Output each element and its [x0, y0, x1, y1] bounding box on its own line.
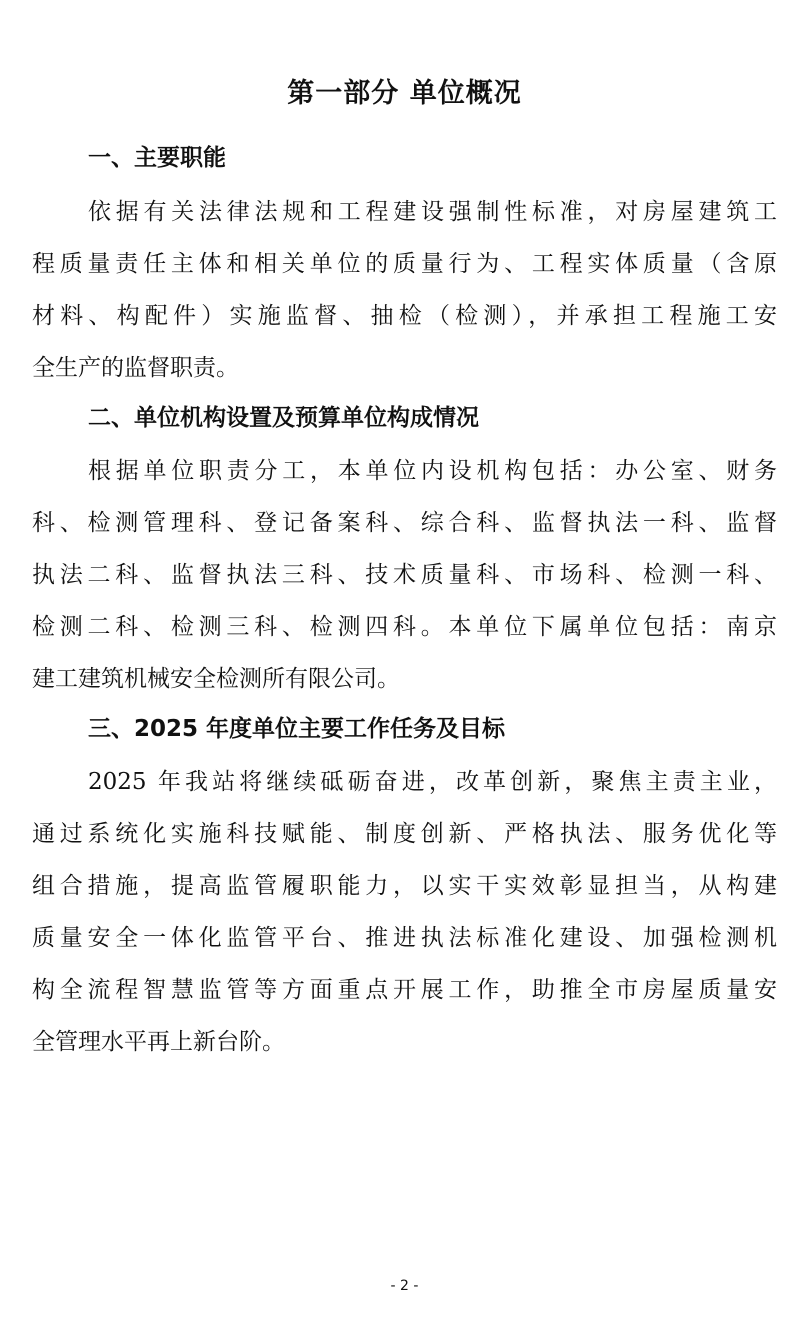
page-title: 第一部分 单位概况 [287, 78, 522, 109]
paragraph-line: 执法二科、监督执法三科、技术质量科、市场科、检测一科、 [32, 562, 777, 588]
paragraph-line: 构全流程智慧监管等方面重点开展工作，助推全市房屋质量安 [32, 977, 777, 1003]
paragraph-line: 2025 年我站将继续砥砺奋进，改革创新，聚焦主责主业， [88, 769, 777, 795]
paragraph-line: 通过系统化实施科技赋能、制度创新、严格执法、服务优化等 [32, 821, 777, 847]
paragraph-line: 依据有关法律法规和工程建设强制性标准，对房屋建筑工 [88, 199, 777, 225]
paragraph-line: 根据单位职责分工，本单位内设机构包括：办公室、财务 [88, 458, 777, 484]
paragraph-line: 材料、构配件）实施监督、抽检（检测），并承担工程施工安 [32, 303, 777, 329]
page-number: - 2 - [390, 1278, 419, 1294]
paragraph-line: 科、检测管理科、登记备案科、综合科、监督执法一科、监督 [32, 510, 777, 536]
paragraph-line: 检测二科、检测三科、检测四科。本单位下属单位包括：南京 [32, 614, 777, 640]
paragraph-line: 全生产的监督职责。 [32, 355, 239, 381]
paragraph-line: 质量安全一体化监管平台、推进执法标准化建设、加强检测机 [32, 925, 777, 951]
paragraph-line: 全管理水平再上新台阶。 [32, 1029, 285, 1055]
paragraph-line: 程质量责任主体和相关单位的质量行为、工程实体质量（含原 [32, 251, 777, 277]
section-heading-main-functions: 一、主要职能 [88, 145, 226, 171]
paragraph-line: 建工建筑机械安全检测所有限公司。 [32, 666, 400, 692]
section-heading-annual-tasks: 三、2025 年度单位主要工作任务及目标 [88, 716, 506, 742]
paragraph-line: 组合措施，提高监管履职能力，以实干实效彰显担当，从构建 [32, 873, 777, 899]
section-heading-organization: 二、单位机构设置及预算单位构成情况 [88, 405, 479, 431]
